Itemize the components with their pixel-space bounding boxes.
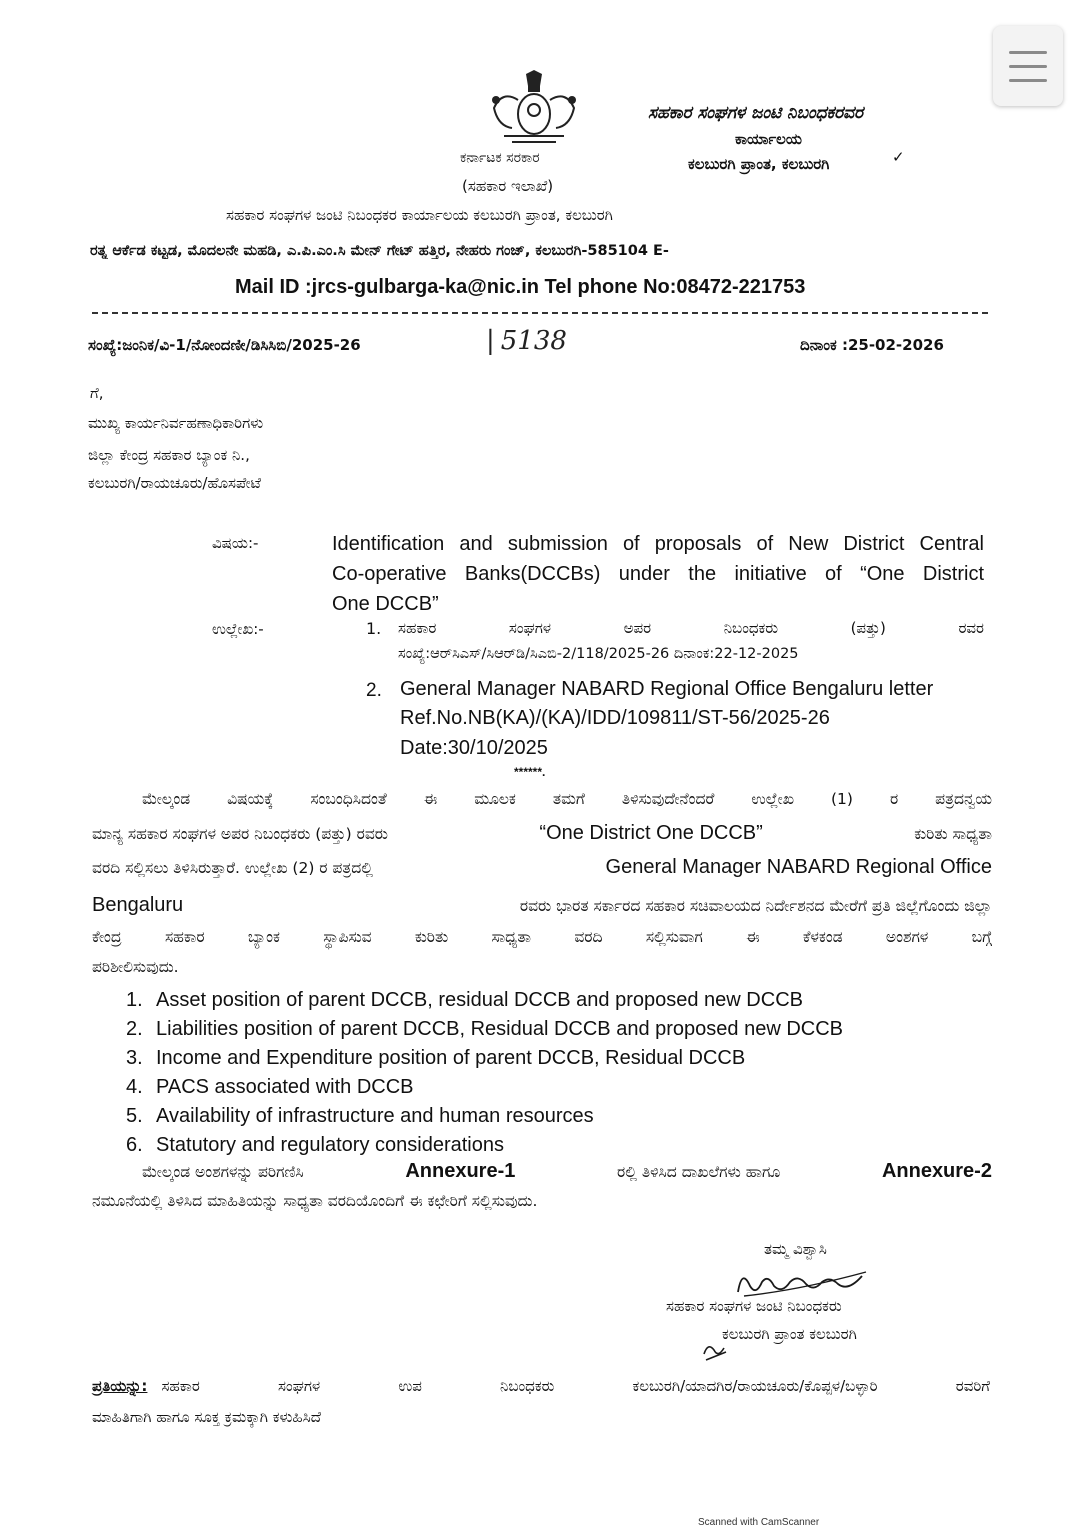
- addressee-line1: ಮುಖ್ಯ ಕಾರ್ಯನಿರ್ವಹಣಾಧಿಕಾರಿಗಳು: [88, 414, 264, 432]
- list-item: [126, 1102, 843, 1131]
- salutation: ಗೆ,: [90, 384, 104, 402]
- reference-1-number: 1.: [366, 619, 382, 638]
- office-title: ಸಹಕಾರ ಸಂಘಗಳ ಜಂಟಿ ನಿಬಂಧಕರವರ: [648, 103, 864, 123]
- ref-date: ದಿನಾಂಕ :25-02-2026: [800, 336, 944, 354]
- subject-line1: Identification and submission of proposals of New District Central: [332, 533, 984, 555]
- handwritten-number: 5138: [500, 326, 567, 356]
- signatory-office: ಕಲಬುರಗಿ ಪ್ರಾಂತ ಕಲಬುರಗಿ: [722, 1325, 857, 1343]
- reference-label: ಉಲ್ಲೇಖ:-: [212, 620, 264, 638]
- closing-line1: [142, 1160, 992, 1183]
- body-line4: [92, 894, 992, 917]
- dept-label: (ಸಹಕಾರ ಇಲಾಖೆ): [462, 177, 554, 195]
- points-list: [126, 986, 843, 1160]
- list-item-number: 3.: [126, 1047, 143, 1069]
- copy-line2: ಮಾಹಿತಿಗಾಗಿ ಹಾಗೂ ಸೂಕ್ತ ಕ್ರಮಕ್ಕಾಗಿ ಕಳುಹಿಸಿದೆ: [92, 1408, 321, 1426]
- list-item-number: 2.: [126, 1018, 143, 1040]
- body-line3: [92, 856, 992, 879]
- tick-mark: ✓: [892, 148, 905, 166]
- body-line2: [92, 822, 992, 845]
- body-line2-a: ಮಾನ್ಯ ಸಹಕಾರ ಸಂಘಗಳ ಅಪರ ನಿಬಂಧಕರು (ಪತ್ತು) ರವರು: [92, 825, 388, 843]
- ref-number: ಸಂಖ್ಯೆ:ಜಂನಿಕ/ವಿ-1/ನೋಂದಣೀ/ಡಿಸಿಸಿಬಿ/2025-26: [88, 336, 361, 354]
- closing-line1-c: ರಲ್ಲಿ ತಿಳಿಸಿದ ದಾಖಲೆಗಳು ಹಾಗೂ: [617, 1163, 781, 1181]
- list-item-text: Asset position of parent DCCB, residual DCCB and proposed new DCCB: [156, 989, 803, 1011]
- body-line4-b: ರವರು ಭಾರತ ಸರ್ಕಾರದ ಸಹಕಾರ ಸಚಿವಾಲಯದ ನಿರ್ದೇಶನದ ಮೇರೆಗೆ ಪ್ರತಿ ಜಿಲ್ಲೆಗೊಂದು ಜಿಲ್ಲಾ: [519, 897, 992, 915]
- addressee-line3: ಕಲಬುರಗಿ/ರಾಯಚೂರು/ಹೊಸಪೇಟೆ: [88, 474, 261, 492]
- list-item-text: Statutory and regulatory considerations: [156, 1134, 504, 1156]
- body-line2-c: ಕುರಿತು ಸಾಧ್ಯತಾ: [914, 825, 992, 843]
- body-line3-a: ವರದಿ ಸಲ್ಲಿಸಲು ತಿಳಿಸಿರುತ್ತಾರೆ. ಉಲ್ಲೇಖ (2) ರ ಪತ್ರದಲ್ಲಿ: [92, 859, 373, 877]
- office-title-line2: ಕಾರ್ಯಾಲಯ: [735, 130, 802, 148]
- signatory-title: ಸಹಕಾರ ಸಂಘಗಳ ಜಂಟಿ ನಿಬಂಧಕರು: [666, 1297, 842, 1315]
- body-line5: ಕೇಂದ್ರ ಸಹಕಾರ ಬ್ಯಾಂಕ ಸ್ಥಾಪಿಸುವ ಕುರಿತು ಸಾಧ್ಯತಾ ವರದಿ ಸಲ್ಲಿಸುವಾಗ ಈ ಕೆಳಕಂಡ ಅಂಶಗಳ ಬಗ್ಗೆ: [92, 928, 992, 946]
- body-line1: ಮೇಲ್ಕಂಡ ವಿಷಯಕ್ಕೆ ಸಂಬಂಧಿಸಿದಂತೆ ಈ ಮೂಲಕ ತಮಗೆ ತಿಳಿಸುವುದೇನೆಂದರೆ ಉಲ್ಲೇಖ (1) ರ ಪತ್ರದನ್ವಯ: [142, 790, 992, 808]
- handwritten-inward-number: | 5138: [486, 326, 567, 356]
- subject-line2: Co-operative Banks(DCCBs) under the initiative of “One District: [332, 563, 984, 585]
- body-line3-b: General Manager NABARD Regional Office: [605, 856, 992, 878]
- reference-2-line2: Ref.No.NB(KA)/(KA)/IDD/109811/ST-56/2025-26: [400, 707, 830, 729]
- office-title-line3: ಕಲಬುರಗಿ ಪ್ರಾಂತ, ಕಲಬುರಗಿ: [688, 155, 830, 173]
- list-item-text: Liabilities position of parent DCCB, Residual DCCB and proposed new DCCB: [156, 1018, 844, 1040]
- reference-1-line1: ಸಹಕಾರ ಸಂಘಗಳ ಅಪರ ನಿಬಂಧಕರು (ಪತ್ತು) ರವರ: [398, 619, 984, 637]
- full-office-line: ಸಹಕಾರ ಸಂಘಗಳ ಜಂಟಿ ನಿಬಂಧಕರ ಕಾರ್ಯಾಲಯ ಕಲಬುರಗಿ ಪ್ರಾಂತ, ಕಲಬುರಗಿ: [226, 206, 613, 224]
- list-item-number: 1.: [126, 989, 143, 1011]
- body-line2-b: “One District One DCCB”: [539, 822, 763, 844]
- menu-button[interactable]: [993, 26, 1063, 106]
- list-item-number: 5.: [126, 1105, 143, 1127]
- subject-label: ವಿಷಯ:-: [212, 534, 259, 552]
- list-item-number: 4.: [126, 1076, 143, 1098]
- address-line: ರತ್ನ ಆರ್ಕೆಡ ಕಟ್ಟಡ, ಮೊದಲನೇ ಮಹಡಿ, ಎ.ಪಿ.ಎಂ.ಸಿ ಮೇನ್ ಗೇಟ್ ಹತ್ತಿರ, ನೇಹರು ಗಂಜ್, ಕಲಬುರಗಿ-585104 E-: [90, 243, 669, 259]
- scanner-watermark: Scanned with CamScanner: [698, 1517, 820, 1528]
- closing-line1-b: Annexure-1: [405, 1160, 516, 1182]
- closing-line1-d: Annexure-2: [881, 1160, 992, 1182]
- yours-faithfully: ತಮ್ಮ ವಿಶ್ವಾಸಿ: [764, 1240, 827, 1258]
- reference-2-line3: Date:30/10/2025: [400, 737, 548, 759]
- reference-2-number: 2.: [366, 680, 382, 701]
- menu-icon: [1009, 51, 1047, 54]
- list-item: [126, 1073, 843, 1102]
- reference-2-line1: General Manager NABARD Regional Office Bengaluru letter: [400, 678, 934, 700]
- addressee-line2: ಜಿಲ್ಲಾ ಕೇಂದ್ರ ಸಹಕಾರ ಬ್ಯಾಂಕ ನಿ.,: [88, 446, 250, 464]
- list-item: [126, 1131, 843, 1160]
- list-item-number: 6.: [126, 1134, 143, 1156]
- list-item-text: PACS associated with DCCB: [156, 1076, 414, 1098]
- reference-1-line2: ಸಂಖ್ಯೆ:ಆರ್‌ಸಿಎಸ್/ಸಿಆರ್‌ಡಿ/ಸಿಎಬಿ-2/118/2025-26 ದಿನಾಂಕ:22-12-2025: [398, 646, 799, 662]
- subject-line3: One DCCB”: [332, 593, 439, 615]
- list-item: [126, 986, 843, 1015]
- closing-line1-a: ಮೇಲ್ಕಂಡ ಅಂಶಗಳನ್ನು ಪರಿಗಣಿಸಿ: [142, 1163, 304, 1181]
- body-line4-a: Bengaluru: [92, 894, 184, 916]
- menu-icon-bar: [1009, 79, 1047, 82]
- closing-line2: ನಮೂನೆಯಲ್ಲಿ ತಿಳಿಸಿದ ಮಾಹಿತಿಯನ್ನು ಸಾಧ್ಯತಾ ವರದಿಯೊಂದಿಗೆ ಈ ಕಛೇರಿಗೆ ಸಲ್ಲಿಸುವುದು.: [92, 1192, 538, 1210]
- list-item: [126, 1015, 843, 1044]
- list-item: [126, 1044, 843, 1073]
- copy-label: ಪ್ರತಿಯನ್ನು:: [92, 1377, 148, 1395]
- menu-icon-bar: [1009, 65, 1047, 68]
- copy-recipients: ಸಹಕಾರ ಸಂಘಗಳ ಉಪ ನಿಬಂಧಕರು ಕಲಬುರಗಿ/ಯಾದಗಿರ/ರಾಯಚೂರು/ಕೊಪ್ಪಳ/ಬಳ್ಳಾರಿ ರವರಿಗೆ: [161, 1377, 990, 1395]
- signature-icon: [730, 1262, 880, 1302]
- body-line6: ಪರಿಶೀಲಿಸುವುದು.: [92, 958, 179, 976]
- karnataka-emblem-icon: [482, 70, 586, 150]
- header-divider: [92, 312, 988, 314]
- initials-mark-icon: [700, 1340, 730, 1364]
- list-item-text: Income and Expenditure position of parent DCCB, Residual DCCB: [156, 1047, 746, 1069]
- copy-line1: [92, 1377, 990, 1395]
- contact-line: Mail ID :jrcs-gulbarga-ka@nic.in Tel phone No:08472-221753: [235, 276, 806, 298]
- list-item-text: Availability of infrastructure and human resources: [156, 1105, 594, 1127]
- stars-separator: ******.: [514, 765, 546, 779]
- govt-label: ಕರ್ನಾಟಕ ಸರಕಾರ: [460, 150, 540, 166]
